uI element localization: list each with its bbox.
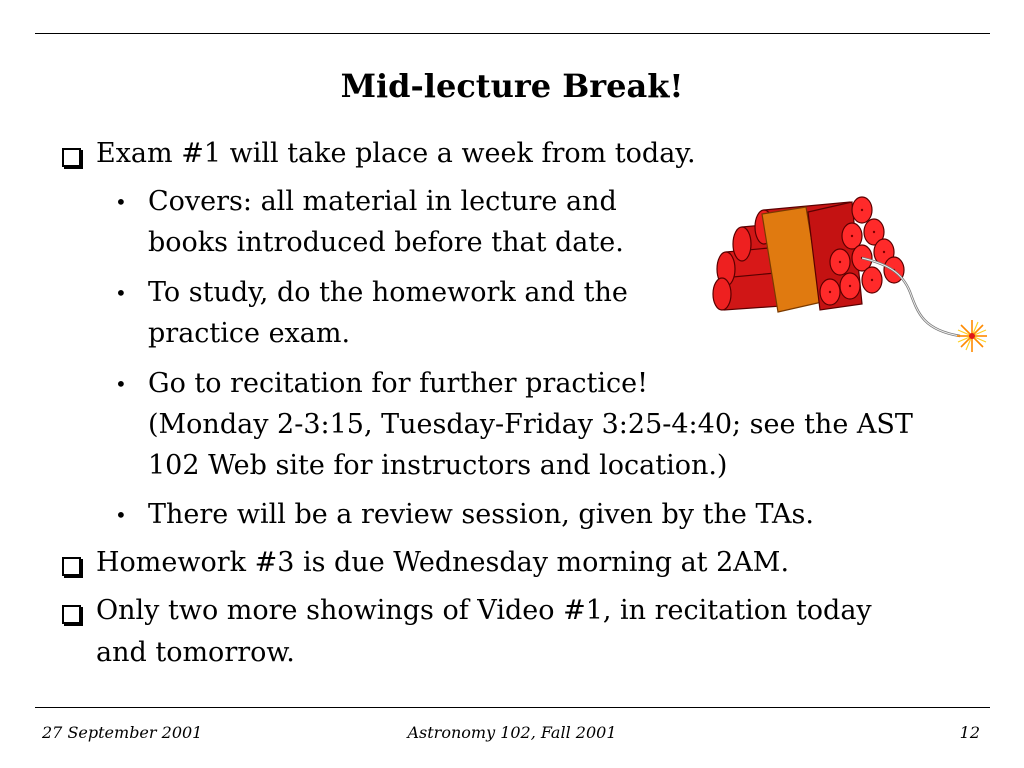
sub-bullet-recitation-line3: 102 Web site for instructors and location.)	[148, 450, 728, 481]
dynamite-icon	[712, 192, 992, 357]
sub-bullet-study-line2: practice exam.	[148, 318, 351, 349]
footer-date: 27 September 2001	[42, 723, 203, 742]
sub-bullet-recitation-line2: (Monday 2-3:15, Tuesday-Friday 3:25-4:40; see the AST	[148, 409, 913, 440]
sub-bullet-covers-line1: Covers: all material in lecture and	[148, 186, 617, 217]
square-bullet-icon	[62, 557, 81, 576]
round-bullet-icon: •	[115, 281, 127, 305]
square-bullet-icon	[62, 148, 81, 167]
footer-course: Astronomy 102, Fall 2001	[407, 723, 617, 742]
round-bullet-icon: •	[115, 372, 127, 396]
footer-page-number: 12	[959, 723, 980, 742]
slide-title: Mid-lecture Break!	[340, 67, 684, 105]
sub-bullet-covers-line2: books introduced before that date.	[148, 227, 624, 258]
bullet-exam: Exam #1 will take place a week from today.	[96, 138, 696, 169]
bullet-video-line2: and tomorrow.	[96, 637, 295, 668]
sub-bullet-recitation-line1: Go to recitation for further practice!	[148, 368, 648, 399]
sub-bullet-review: There will be a review session, given by the TAs.	[148, 499, 814, 530]
square-bullet-icon	[62, 605, 81, 624]
top-rule	[35, 33, 990, 34]
sub-bullet-study-line1: To study, do the homework and the	[148, 277, 628, 308]
round-bullet-icon: •	[115, 503, 127, 527]
round-bullet-icon: •	[115, 190, 127, 214]
bottom-rule	[35, 707, 990, 708]
bullet-homework: Homework #3 is due Wednesday morning at 2AM.	[96, 547, 790, 578]
bullet-video-line1: Only two more showings of Video #1, in recitation today	[96, 595, 872, 626]
